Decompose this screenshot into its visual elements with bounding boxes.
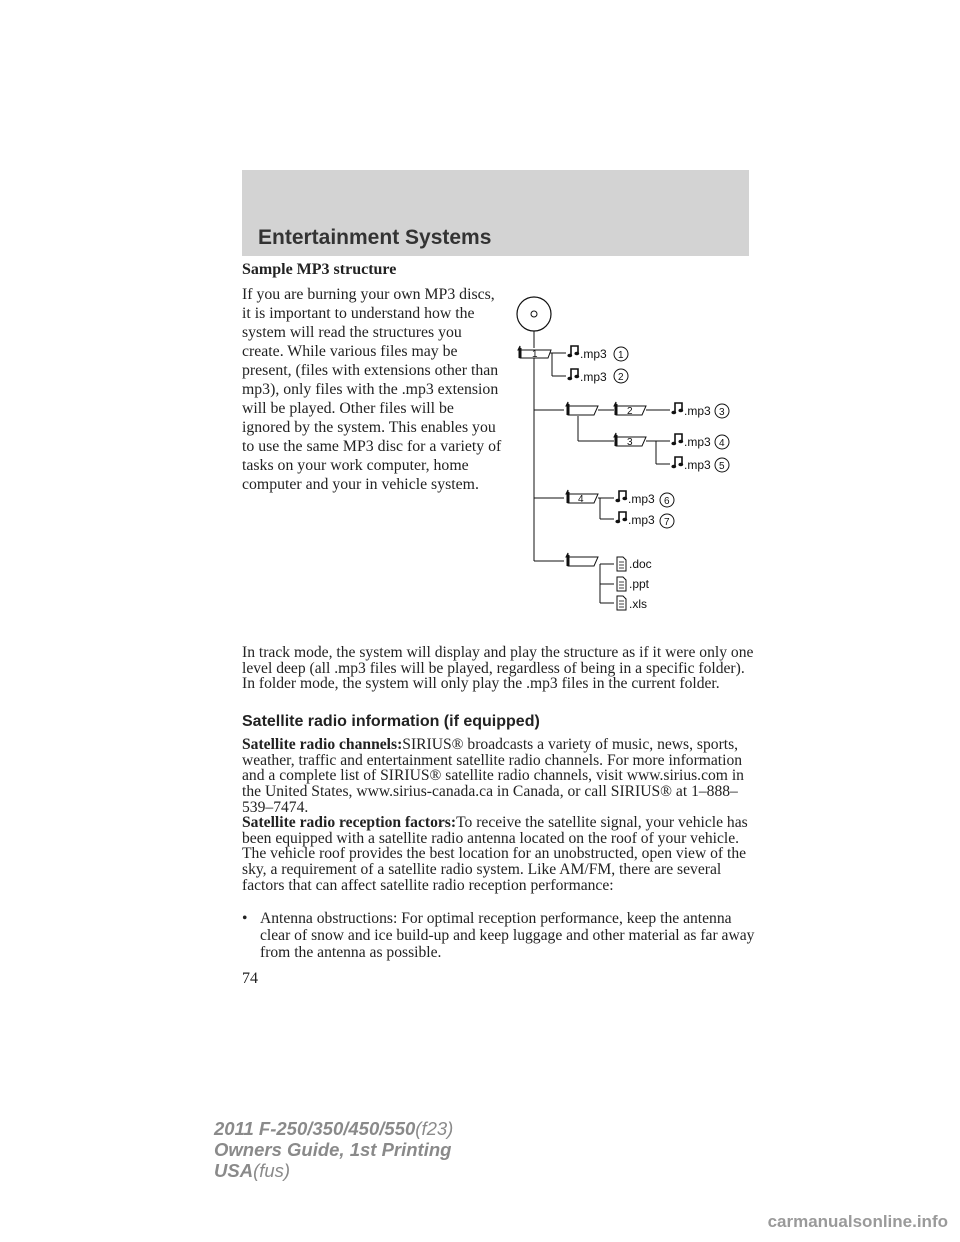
site-watermark: carmanualsonline.info bbox=[767, 1212, 948, 1231]
folder-icon bbox=[566, 402, 598, 415]
folder-icon bbox=[566, 553, 598, 566]
footer-model-code: (f23) bbox=[415, 1118, 454, 1139]
svg-text:7: 7 bbox=[664, 517, 670, 528]
mp3-file-5 bbox=[671, 457, 729, 472]
mp3-file-4 bbox=[671, 434, 729, 449]
svg-text:1: 1 bbox=[618, 350, 624, 361]
bullet-marker: • bbox=[242, 910, 248, 927]
svg-text:4: 4 bbox=[719, 438, 725, 449]
folder-label-1: 1 bbox=[532, 349, 538, 360]
satellite-channels-label: Satellite radio channels: bbox=[242, 736, 403, 753]
svg-text:2: 2 bbox=[618, 372, 624, 383]
folder-icon bbox=[614, 402, 646, 417]
svg-text:.xls: .xls bbox=[629, 597, 647, 611]
ppt-file bbox=[617, 577, 650, 591]
svg-text:.ppt: .ppt bbox=[629, 577, 650, 591]
satellite-radio-heading: Satellite radio information (if equipped) bbox=[242, 713, 540, 730]
mp3-file-6 bbox=[615, 491, 674, 507]
folder-label-2: 2 bbox=[627, 406, 633, 417]
folder-icon bbox=[518, 346, 551, 360]
svg-text:6: 6 bbox=[664, 496, 670, 507]
intro-paragraph: If you are burning your own MP3 discs, it is important to understand how the system will read the structures you create. While various files may be present, (files with extensions other than mp3), only files with the .mp3 extension will be played. Other files will be ignored by the system. This enables you to use the same MP3 disc for a variety of tasks on your work computer, home computer and your in vehicle system. bbox=[242, 286, 502, 493]
footer-market-code: (fus) bbox=[253, 1160, 291, 1181]
svg-text:.mp3: .mp3 bbox=[580, 347, 607, 361]
svg-text:.mp3: .mp3 bbox=[684, 404, 711, 418]
sample-mp3-heading: Sample MP3 structure bbox=[242, 261, 397, 278]
svg-text:.doc: .doc bbox=[629, 557, 652, 571]
satellite-channels-paragraph bbox=[242, 737, 757, 816]
folder-label-3: 3 bbox=[627, 437, 633, 448]
footer-edition: Owners Guide, 1st Printing bbox=[214, 1139, 452, 1160]
print-footer bbox=[214, 1118, 453, 1181]
doc-file bbox=[617, 557, 652, 571]
satellite-reception-paragraph bbox=[242, 815, 757, 894]
svg-text:.mp3: .mp3 bbox=[628, 492, 655, 506]
folder-label-4: 4 bbox=[578, 494, 584, 505]
page-number: 74 bbox=[242, 970, 258, 987]
track-mode-paragraph: In track mode, the system will display and play the structure as if it were only one level deep (all .mp3 files will be played, regardless of being in a specific folder). In folder mode, the system will only play the .mp3 files in the current folder. bbox=[242, 644, 754, 693]
svg-text:3: 3 bbox=[719, 407, 725, 418]
folder-icon bbox=[614, 433, 646, 448]
folder-icon bbox=[566, 490, 598, 505]
footer-market: USA bbox=[214, 1160, 254, 1181]
satellite-channels-text: SIRIUS® broadcasts a variety of music, news, sports, weather, traffic and entertainment satellite radio channels. For more information and a complete list of SIRIUS® satellite radio channels, visit www.sirius.com in the United States, www.sirius-canada.ca in Canada, or call SIRIUS® at 1–888–539–7474. bbox=[242, 736, 744, 816]
section-header-title: Entertainment Systems bbox=[258, 226, 492, 249]
svg-text:.mp3: .mp3 bbox=[684, 458, 711, 472]
svg-text:.mp3: .mp3 bbox=[628, 513, 655, 527]
xls-file bbox=[617, 596, 647, 611]
bullet-text: Antenna obstructions: For optimal reception performance, keep the antenna clear of snow and ice build-up and keep luggage and other material as far away from the antenna as possible. bbox=[260, 910, 755, 961]
antenna-obstructions-bullet bbox=[242, 910, 757, 961]
mp3-file-1 bbox=[567, 346, 628, 361]
svg-text:.mp3: .mp3 bbox=[580, 370, 607, 384]
mp3-file-7 bbox=[615, 512, 674, 528]
satellite-reception-text: To receive the satellite signal, your vehicle has been equipped with a satellite radio antenna located on the roof of your vehicle. The vehicle roof provides the best location for an unobstructed, open view of the sky, a requirement of a satellite radio system. Like AM/FM, there are several factors that can affect satellite radio reception performance: bbox=[242, 814, 748, 894]
disc-icon bbox=[517, 297, 551, 331]
svg-text:5: 5 bbox=[719, 461, 725, 472]
mp3-file-2 bbox=[567, 369, 628, 384]
satellite-reception-label: Satellite radio reception factors: bbox=[242, 814, 457, 831]
svg-text:.mp3: .mp3 bbox=[684, 435, 711, 449]
mp3-file-3 bbox=[671, 403, 729, 418]
footer-model: 2011 F-250/350/450/550 bbox=[214, 1118, 416, 1139]
mp3-structure-diagram bbox=[510, 296, 750, 616]
